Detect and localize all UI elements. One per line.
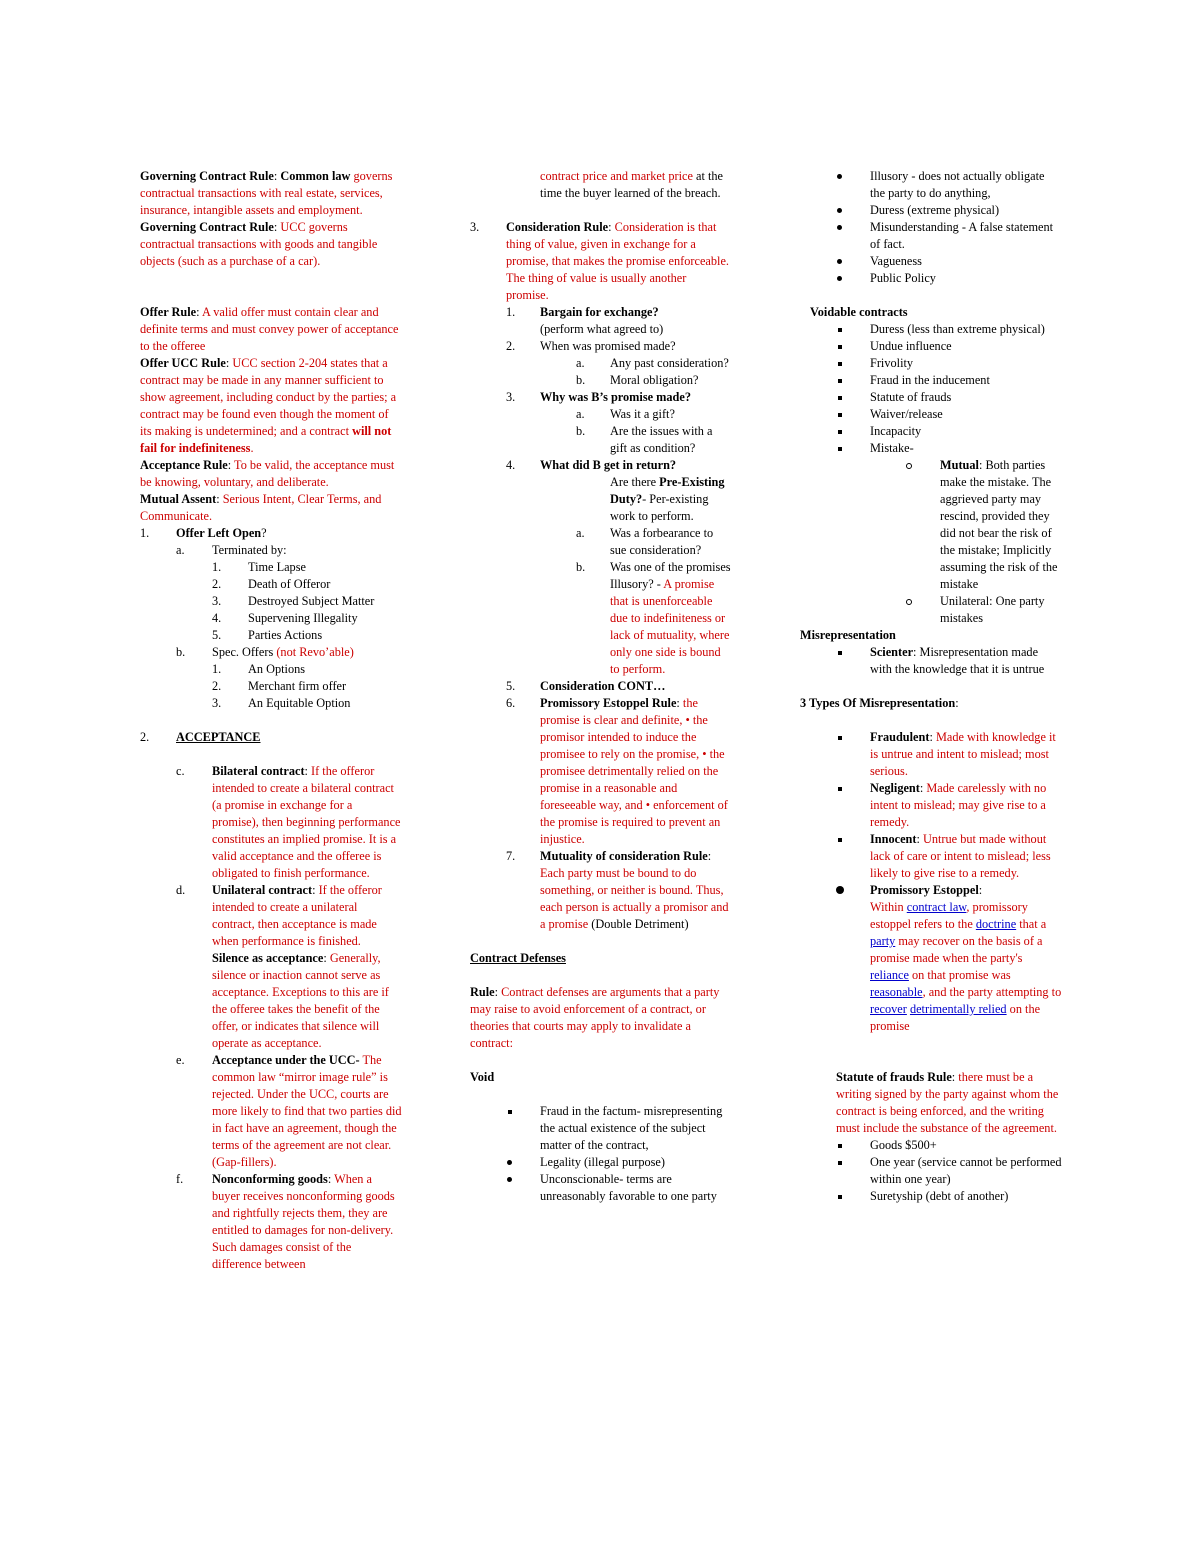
link-doctrine[interactable]: doctrine xyxy=(975,917,1017,931)
mutual-mistake: Mutual: Both parties make the mistake. The aggrieved party may rescind, provided they did not bear the risk of the mistake; Implicitly assuming the risk of the mistake xyxy=(800,457,1062,593)
negligent: Negligent: Made carelessly with no intent to mislead; may give rise to a remedy. xyxy=(800,780,1062,831)
bullet-icon xyxy=(838,447,842,451)
bullet-icon xyxy=(838,1161,842,1165)
list-item: Waiver/release xyxy=(800,406,1062,423)
bullet-icon xyxy=(838,1144,842,1148)
mutuality-rule: 7. Mutuality of consideration Rule: Each party must be bound to do something, or neither is bound. Thus, each person is actually a promisor and a promise (Double Detriment) xyxy=(506,849,729,931)
list-item: 3. Destroyed Subject Matter xyxy=(212,594,375,608)
misrepresentation-title: Misrepresentation xyxy=(800,628,896,642)
bullet-icon xyxy=(838,362,842,366)
column-2 xyxy=(470,168,732,1205)
link-party[interactable]: party xyxy=(870,934,896,948)
column-3 xyxy=(800,168,1062,1205)
governing-common-law-rule: Governing Contract Rule: Common law governs contractual transactions with real estate, services, insurance, intangible assets and employment. Governing Contract Rule: UCC governs contractual transactions with goods and tangible objects (such as a purchase of a car). xyxy=(140,169,393,268)
nonconforming-goods: f. Nonconforming goods: When a buyer receives nonconforming goods and rightfully rejects them, they are entitled to damages for non-delivery. Such damages consist of the difference between xyxy=(176,1172,395,1271)
list-item: Suretyship (debt of another) xyxy=(800,1188,1062,1205)
list-item: Goods $500+ xyxy=(800,1137,1062,1154)
list-item: a. Was it a gift? xyxy=(576,407,675,421)
spec-offers: b. Spec. Offers (not Revo’able) xyxy=(176,645,354,659)
list-item: Duress (less than extreme physical) xyxy=(800,321,1062,338)
consideration-cont: 5. Consideration CONT… xyxy=(506,679,666,693)
bullet-icon xyxy=(836,886,844,894)
list-item: Misunderstanding - A false statement of fact. xyxy=(800,219,1062,253)
contract-defenses-title: Contract Defenses xyxy=(470,951,566,965)
bargain-for-exchange: 1. Bargain for exchange? (perform what agreed to) xyxy=(506,305,664,336)
list-item: 2. Death of Offeror xyxy=(212,577,331,591)
list-item: Mistake- xyxy=(800,440,1062,457)
terminated-by: a. Terminated by: xyxy=(176,543,287,557)
bullet-icon xyxy=(838,413,842,417)
list-item: Legality (illegal purpose) xyxy=(470,1154,732,1171)
scienter: Scienter: Misrepresentation made with the knowledge that it is untrue xyxy=(800,644,1062,678)
when-promised: 2. When was promised made? xyxy=(506,339,676,353)
bullet-icon xyxy=(838,651,842,655)
silence-as-acceptance: Silence as acceptance xyxy=(212,951,324,965)
list-item: Undue influence xyxy=(800,338,1062,355)
bullet-icon xyxy=(838,838,842,842)
list-item: Frivolity xyxy=(800,355,1062,372)
list-item: Public Policy xyxy=(800,270,1062,287)
bullet-icon xyxy=(837,174,842,179)
bullet-icon xyxy=(838,396,842,400)
consideration-rule: 3. Consideration Rule: Consideration is that thing of value, given in exchange for a promise, that makes the promise enforceable. The thing of value is usually another promise. xyxy=(470,220,729,302)
mutual-assent: Mutual Assent: Serious Intent, Clear Terms, and Communicate. xyxy=(140,492,382,523)
acceptance-under-ucc: e. Acceptance under the UCC- The common law “mirror image rule” is rejected. Under the UCC, courts are more likely to find that two parties did in fact have an agreement, though the terms of the agreement are not clear. (Gap-fillers). xyxy=(176,1053,402,1169)
list-item: Duress (extreme physical) xyxy=(800,202,1062,219)
list-item: Statute of frauds xyxy=(800,389,1062,406)
defenses-rule: Rule: Contract defenses are arguments that a party may raise to avoid enforcement of a contract, or theories that courts may apply to invalidate a contract: xyxy=(470,985,720,1050)
why-promise-made: 3. Why was B’s promise made? xyxy=(506,390,691,404)
list-item: b. Are the issues with a gift as condition? xyxy=(576,424,713,455)
link-reasonable[interactable]: reasonable xyxy=(870,985,923,999)
offer-left-open: 1. Offer Left Open? xyxy=(140,526,267,540)
offer-ucc-rule: Offer UCC Rule: UCC section 2-204 states that a contract may be made in any manner sufficient to show agreement, including conduct by the parties; a contract may be found even though the moment of its making is undetermined; and a contract will not fail for indefiniteness. xyxy=(140,356,397,455)
list-item: b. Moral obligation? xyxy=(576,373,699,387)
link-detrimentally-relied[interactable]: detrimentally relied xyxy=(909,1002,1007,1016)
list-item: 5. Parties Actions xyxy=(212,628,323,642)
bilateral-contract: c. Bilateral contract: If the offeror intended to create a bilateral contract (a promise in exchange for a promise), then beginning performance constitutes an implied promise. It is a valid acceptance and the offeree is obligated to finish performance. xyxy=(176,764,401,880)
bullet-icon xyxy=(837,259,842,264)
voidable-title: Voidable contracts xyxy=(810,305,908,319)
bullet-icon xyxy=(838,345,842,349)
bullet-icon xyxy=(507,1177,512,1182)
list-item: Unconscionable- terms are unreasonably favorable to one party xyxy=(470,1171,732,1205)
list-item: 1. An Options xyxy=(212,662,306,676)
list-item: Fraud in the inducement xyxy=(800,372,1062,389)
bullet-icon xyxy=(838,379,842,383)
bullet-icon xyxy=(838,787,842,791)
bullet-icon xyxy=(837,225,842,230)
bullet-icon xyxy=(838,328,842,332)
link-contract-law[interactable]: contract law xyxy=(906,900,967,914)
bullet-icon xyxy=(838,736,842,740)
innocent: Innocent: Untrue but made without lack of care or intent to mislead; less likely to give rise to a remedy. xyxy=(800,831,1062,882)
list-item: a. Was a forbearance to sue consideration? xyxy=(576,526,714,557)
pre-existing-duty: Are there Pre-Existing Duty?- Per-existing work to perform. xyxy=(610,475,725,523)
list-item: 2. Merchant firm offer xyxy=(212,679,347,693)
bullet-icon xyxy=(838,1195,842,1199)
bullet-icon xyxy=(837,276,842,281)
bullet-icon xyxy=(507,1160,512,1165)
offer-rule: Offer Rule: A valid offer must contain clear and definite terms and must convey power of acceptance to the offeree xyxy=(140,305,399,353)
types-title: 3 Types Of Misrepresentation: xyxy=(800,696,959,710)
bullet-icon xyxy=(508,1110,512,1114)
bullet-icon xyxy=(838,430,842,434)
list-item: Vagueness xyxy=(800,253,1062,270)
list-item: 1. Time Lapse xyxy=(212,560,306,574)
fraudulent: Fraudulent: Made with knowledge it is untrue and intent to mislead; most serious. xyxy=(800,729,1062,780)
list-item: 4. Supervening Illegality xyxy=(212,611,358,625)
acceptance-rule: Acceptance Rule: To be valid, the acceptance must be knowing, voluntary, and deliberate. xyxy=(140,458,395,489)
column-1 xyxy=(140,168,402,1273)
link-reliance[interactable]: reliance xyxy=(870,968,909,982)
list-item: Incapacity xyxy=(800,423,1062,440)
circle-bullet-icon xyxy=(906,599,912,605)
unilateral-mistake: Unilateral: One party mistakes xyxy=(800,593,1062,627)
list-item: a. Any past consideration? xyxy=(576,356,729,370)
promissory-estoppel-rule: 6. Promissory Estoppel Rule: the promise is clear and definite, • the promisor intended to induce the promisee to rely on the promise, • the promisee detrimentally relied on the promise in a reasonable and foreseeable way, and • enforcement of the promise is required to prevent an injustice. xyxy=(506,696,728,846)
list-item: One year (service cannot be performed within one year) xyxy=(800,1154,1062,1188)
list-item: 3. An Equitable Option xyxy=(212,696,351,710)
list-item: Fraud in the factum- misrepresenting the actual existence of the subject matter of the contract, xyxy=(470,1103,732,1154)
link-recover[interactable]: recover xyxy=(870,1002,907,1016)
nonconforming-continued: contract price and market price at the time the buyer learned of the breach. xyxy=(540,169,724,200)
void-title: Void xyxy=(470,1070,495,1084)
list-item: Illusory - does not actually obligate the party to do anything, xyxy=(800,168,1062,202)
bullet-icon xyxy=(837,208,842,213)
circle-bullet-icon xyxy=(906,463,912,469)
statute-of-frauds-rule: Statute of frauds Rule: there must be a writing signed by the party against whom the contract is being enforced, and the writing must include the substance of the agreement. xyxy=(836,1070,1059,1135)
unilateral-contract: d. Unilateral contract: If the offeror intended to create a unilateral contract, then acceptance is made when performance is finished. Silence as acceptance: Generally, silence or inaction cannot serve as acceptance. Exceptions to this are if the offeree takes the benefit of the offer, or indicates that silence will operate as acceptance. xyxy=(176,883,389,1050)
acceptance-heading: 2. ACCEPTANCE xyxy=(140,730,261,744)
promissory-estoppel: Promissory Estoppel: Within contract law, promissory estoppel refers to the doctrine that a party may recover on the basis of a promise made when the party's reliance on that promise was reasonable, and the party attempting to recover detrimentally relied on the promise xyxy=(800,882,1062,1035)
list-item: b. Was one of the promises Illusory? - A promise that is unenforceable due to indefiniteness or lack of mutuality, where only one side is bound to perform. xyxy=(576,560,731,676)
what-in-return: 4. What did B get in return? xyxy=(506,458,677,472)
